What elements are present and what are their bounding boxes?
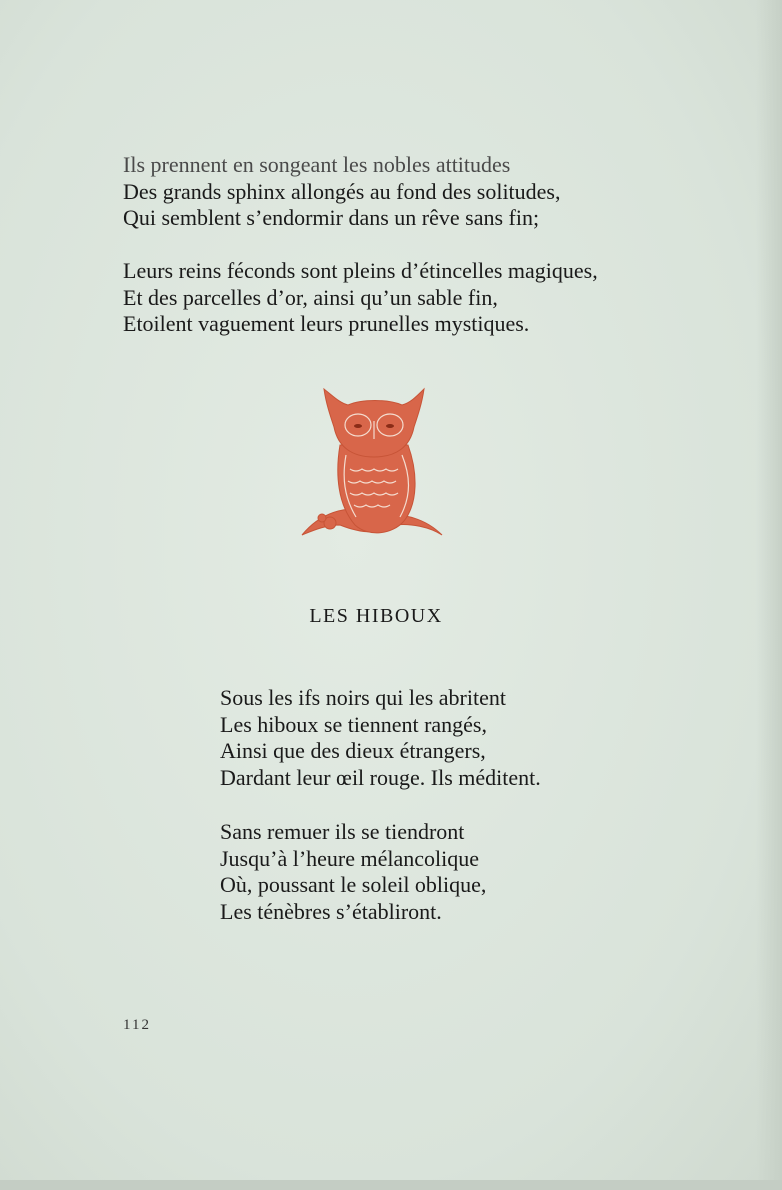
page-number: 112: [123, 1017, 151, 1033]
stanza-top: [123, 152, 561, 232]
verse-line: Sans remuer ils se tiendront: [220, 819, 465, 844]
owl-icon: [300, 385, 450, 560]
verse-line: Leurs reins féconds sont pleins d’étincelles magiques,: [123, 258, 598, 283]
page-bottom-edge: [0, 1180, 782, 1190]
verse-line: Les ténèbres s’établiront.: [220, 898, 442, 924]
verse-line: Qui semblent s’endormir dans un rêve sans fin;: [123, 205, 540, 230]
poem-title: LES HIBOUX: [309, 605, 443, 627]
verse-line: Ainsi que des dieux étrangers,: [220, 738, 486, 763]
verse-line: Etoilent vaguement leurs prunelles mystiques.: [123, 311, 530, 336]
poem-stanza-1: [220, 685, 541, 791]
page-edge-shadow: [756, 0, 782, 1190]
verse-line: Sous les ifs noirs qui les abritent: [220, 685, 506, 710]
verse-line: Ils prennent en songeant les nobles attitudes: [123, 152, 511, 177]
poem-stanza-2: [220, 819, 486, 925]
verse-line: Dardant leur œil rouge. Ils méditent.: [220, 764, 541, 790]
verse-line: Et des parcelles d’or, ainsi qu’un sable fin,: [123, 284, 498, 310]
verse-line: Des grands sphinx allongés au fond des solitudes,: [123, 178, 561, 204]
verse-line: Où, poussant le soleil oblique,: [220, 872, 487, 897]
stanza-second: [123, 258, 598, 338]
verse-line: Jusqu’à l’heure mélancolique: [220, 845, 480, 871]
verse-line: Les hiboux se tiennent rangés,: [220, 711, 487, 737]
